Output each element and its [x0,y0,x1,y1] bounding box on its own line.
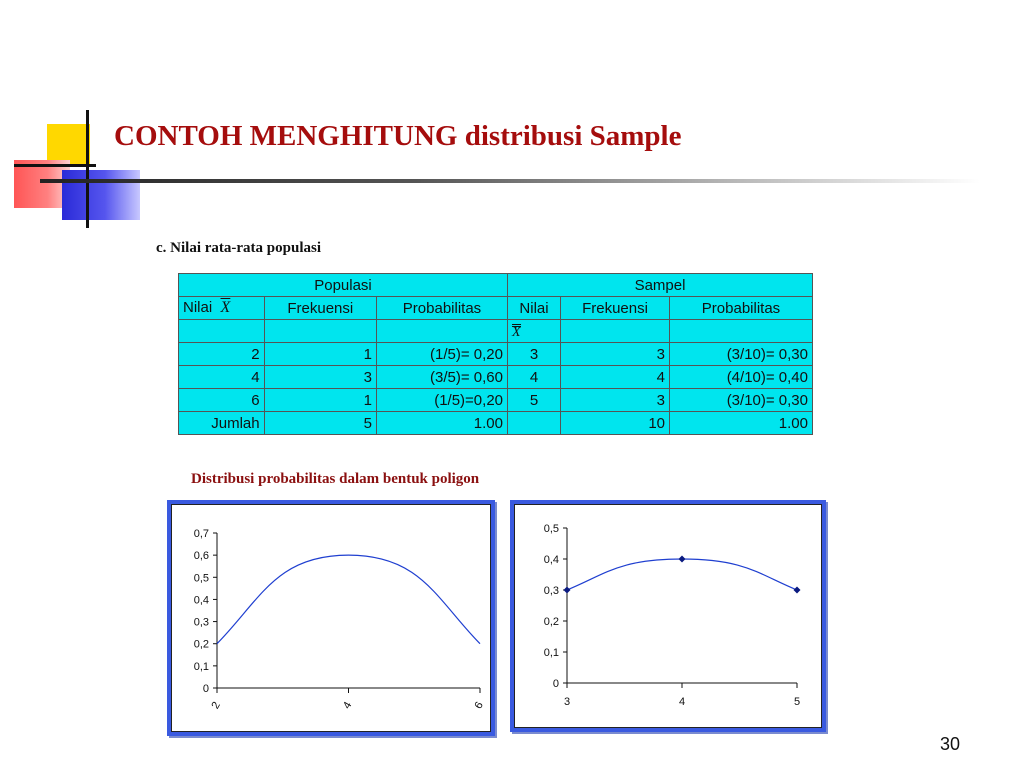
data-point [794,587,801,594]
sample-chart-frame [510,500,826,732]
y-tick-label: 0,3 [193,616,209,629]
header-nilai-label: Nilai [183,299,213,316]
x-tick-label: 4 [678,696,686,708]
decor-blue-square [62,170,140,220]
y-tick-label: 0 [552,678,559,690]
header-frekuensi: Frekuensi [264,297,376,320]
x-tick-label: 2 [209,699,223,712]
table-row: 2 1 (1/5)= 0,20 3 3 (3/10)= 0,30 [179,343,813,366]
series-line [567,559,797,590]
table-group-header-row [179,274,813,297]
slide-title: CONTOH MENGHITUNG distribusi Sample [114,120,682,152]
data-point [679,556,686,563]
header-nilai: Nilai [508,297,561,320]
y-tick-label: 0,1 [543,647,559,659]
table-header-row [179,297,813,320]
section-subtitle: c. Nilai rata-rata populasi [156,240,321,256]
x-bar-symbol: $\overline{X}$ [220,299,231,316]
sample-mean-symbol-cell [508,320,561,343]
table-total-row: Jumlah 5 1.00 10 1.00 [179,412,813,435]
x-double-bar-symbol: X [512,324,521,340]
header-probabilitas: Probabilitas [377,297,508,320]
x-tick-label: 6 [472,699,486,712]
population-chart-panel [171,504,491,732]
y-tick-label: 0,7 [193,528,209,540]
y-tick-label: 0,3 [543,585,559,597]
data-point [564,587,571,594]
decor-vertical-line [86,110,89,228]
decor-horizontal-line [14,164,96,167]
table-row: 4 3 (3/5)= 0,60 4 4 (4/10)= 0,40 [179,366,813,389]
distribution-table [178,273,813,435]
title-underline [40,179,980,183]
header-frekuensi-sampel: Frekuensi [561,297,670,320]
group-header-populasi: Populasi [179,274,508,297]
group-header-sampel: Sampel [508,274,813,297]
header-probabilitas-sampel: Probabilitas [670,297,813,320]
y-tick-label: 0,5 [193,572,209,585]
table-symbol-row [179,320,813,343]
slide-number: 30 [940,734,961,754]
y-tick-label: 0,1 [193,660,209,673]
series-line [217,555,480,644]
x-tick-label: 5 [793,696,801,708]
y-tick-label: 0,2 [543,616,559,628]
x-tick-label: 3 [563,696,571,708]
population-chart-frame [167,500,495,736]
table-row: 6 1 (1/5)=0,20 5 3 (3/10)= 0,30 [179,389,813,412]
header-nilai-x [179,297,265,320]
y-tick-label: 0 [202,683,209,695]
y-tick-label: 0,4 [193,594,209,607]
y-tick-label: 0,6 [193,550,209,563]
y-tick-label: 0,4 [543,554,559,566]
x-tick-label: 4 [340,699,355,712]
sample-chart-panel [514,504,822,728]
y-tick-label: 0,5 [543,523,559,535]
y-tick-label: 0,2 [193,638,209,651]
polygon-caption: Distribusi probabilitas dalam bentuk poligon [191,471,480,487]
sample-polygon-chart [515,505,821,727]
population-polygon-chart [172,505,490,731]
